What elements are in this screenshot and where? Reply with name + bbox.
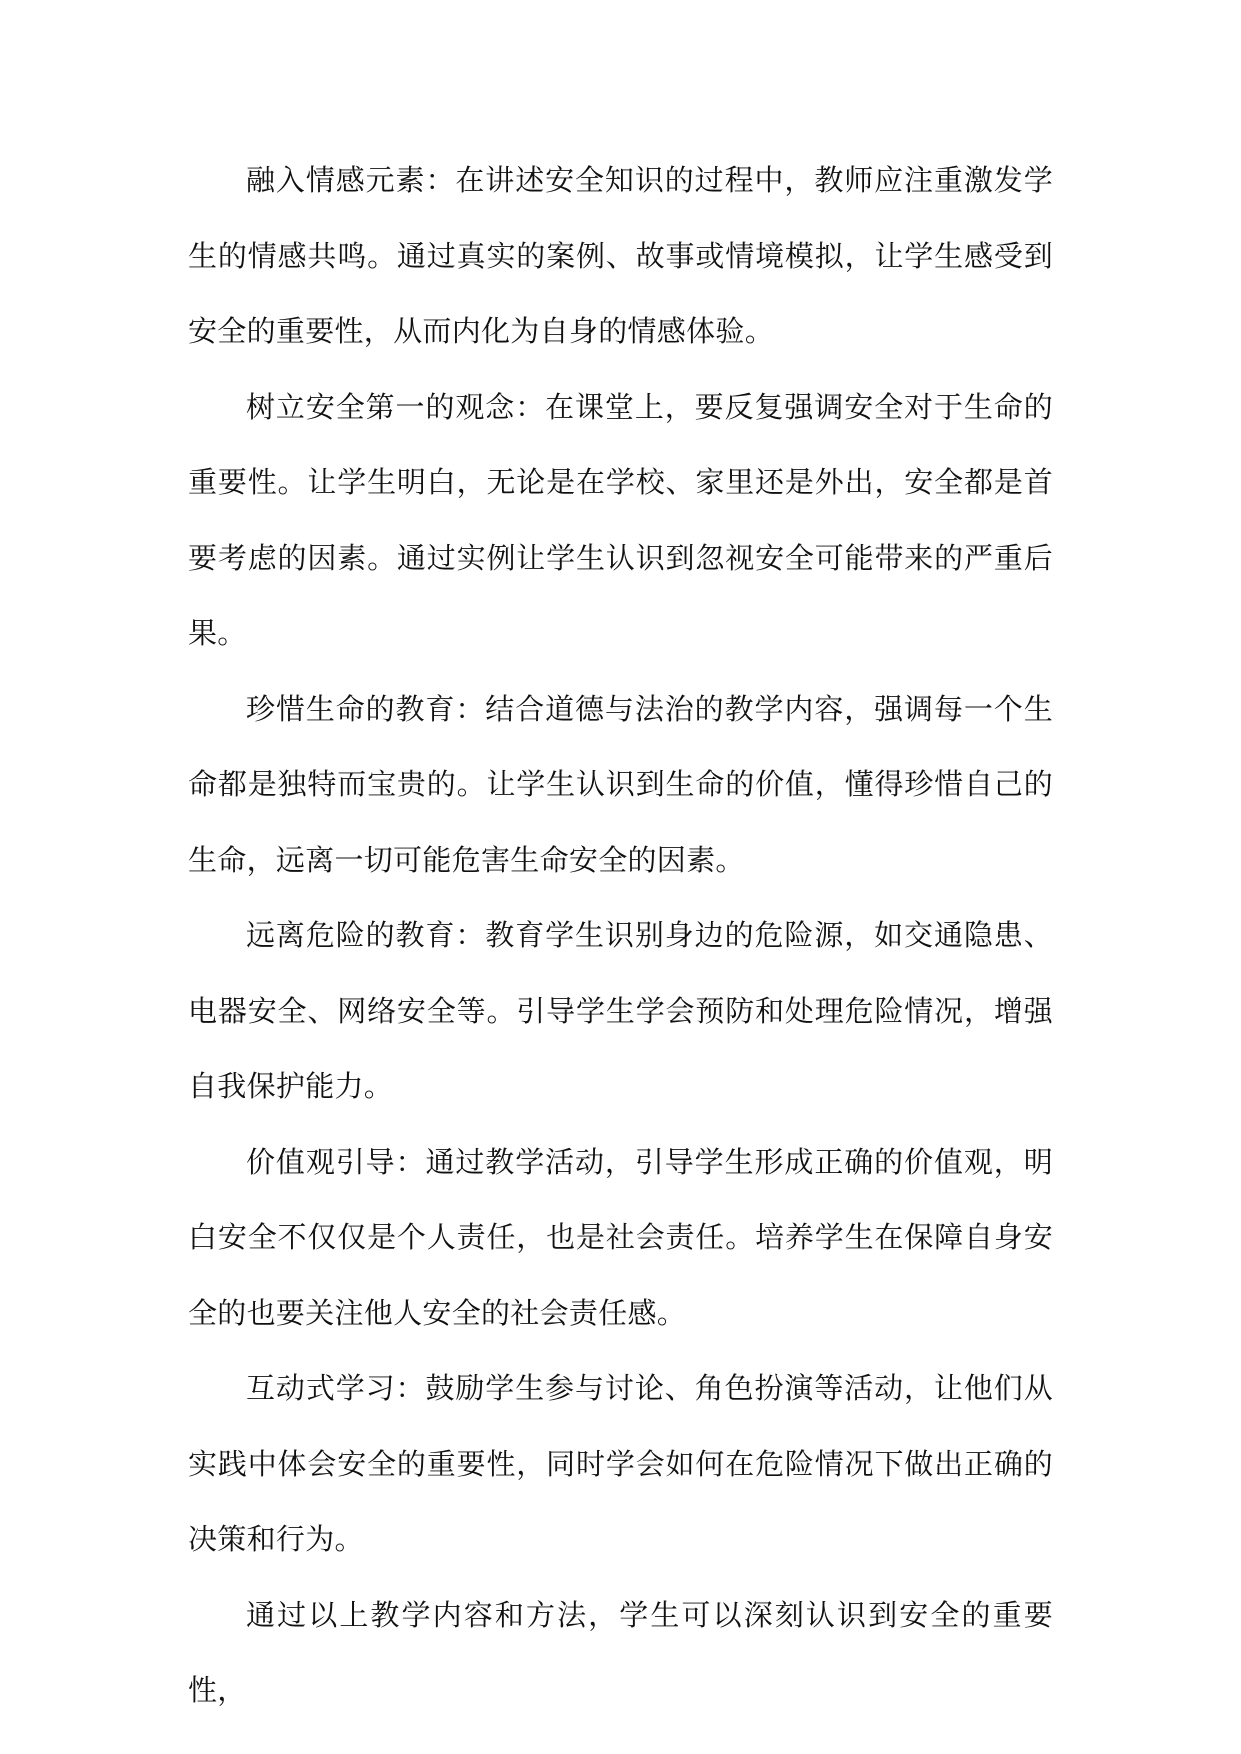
document-body	[188, 143, 1053, 1729]
paragraph-conclusion: 通过以上教学内容和方法，学生可以深刻认识到安全的重要性，	[188, 1597, 1053, 1707]
paragraph-cherish-life: 珍惜生命的教育：结合道德与法治的教学内容，强调每一个生命都是独特而宝贵的。让学生认识到生命的价值，懂得珍惜自己的生命，远离一切可能危害生命安全的因素。	[188, 691, 1053, 877]
paragraph-avoid-danger: 远离危险的教育：教育学生识别身边的危险源，如交通隐患、电器安全、网络安全等。引导学生学会预防和处理危险情况，增强自我保护能力。	[188, 918, 1053, 1103]
paragraph-values-guidance: 价值观引导：通过教学活动，引导学生形成正确的价值观，明白安全不仅仅是个人责任，也是社会责任。培养学生在保障自身安全的也要关注他人安全的社会责任感。	[188, 1144, 1053, 1330]
paragraph-safety-first: 树立安全第一的观念：在课堂上，要反复强调安全对于生命的重要性。让学生明白，无论是在学校、家里还是外出，安全都是首要考虑的因素。通过实例让学生认识到忽视安全可能带来的严重后果。	[188, 389, 1053, 650]
paragraph-emotional-elements: 融入情感元素：在讲述安全知识的过程中，教师应注重激发学生的情感共鸣。通过真实的案例、故事或情境模拟，让学生感受到安全的重要性，从而内化为自身的情感体验。	[188, 163, 1053, 348]
paragraph-interactive-learning: 互动式学习：鼓励学生参与讨论、角色扮演等活动，让他们从实践中体会安全的重要性，同时学会如何在危险情况下做出正确的决策和行为。	[188, 1371, 1053, 1556]
